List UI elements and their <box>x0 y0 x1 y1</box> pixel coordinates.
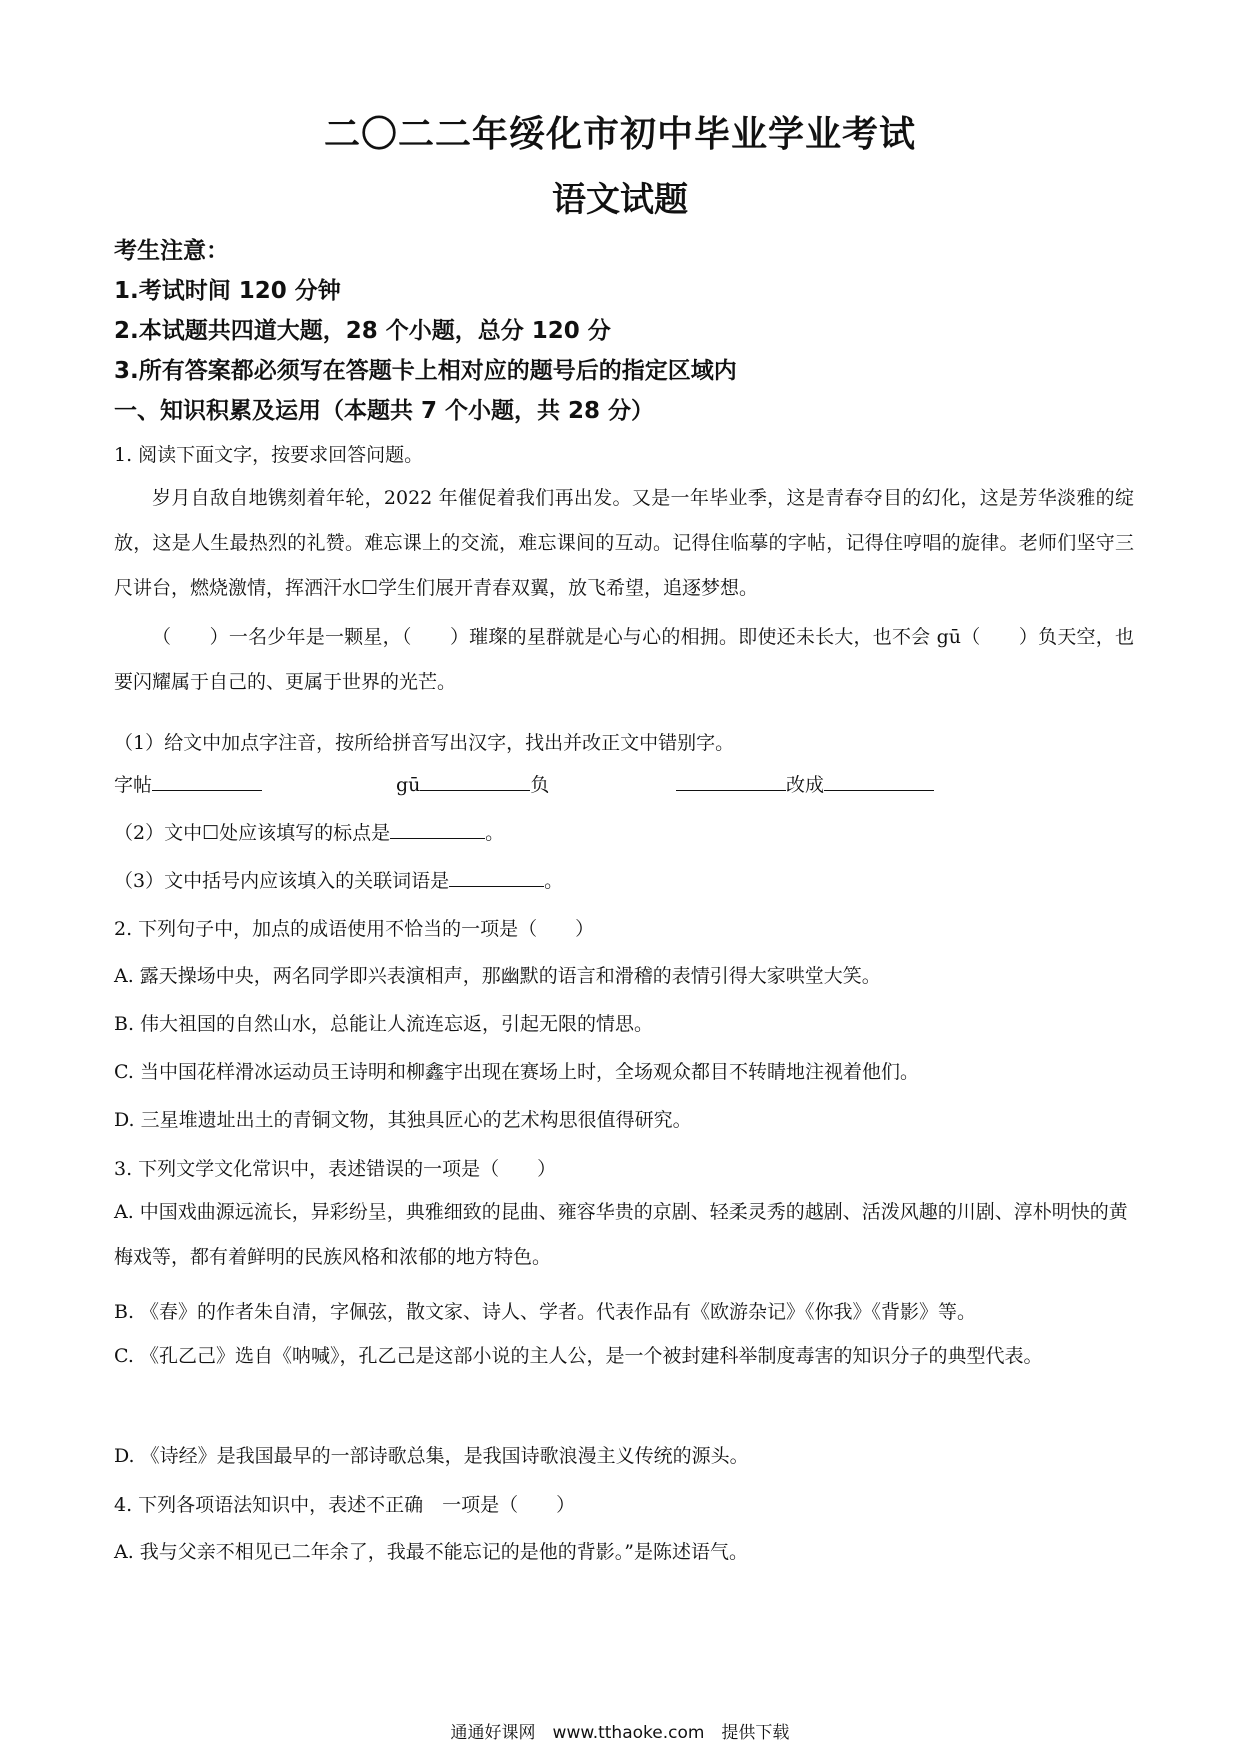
notice-item: 1.考试时间 120 分钟 <box>114 278 341 304</box>
answer-blank[interactable] <box>420 770 530 791</box>
fill-item-zitie <box>114 770 262 797</box>
question-stem: 3. 下列文学文化常识中，表述错误的一项是（ ） <box>114 1158 557 1180</box>
sub-question-text: （3）文中括号内应该填入的关联词语是 <box>114 870 450 892</box>
question-stem: 4. 下列各项语法知识中，表述不正确 一项是（ ） <box>114 1494 576 1516</box>
sub-question-text: 。 <box>544 870 564 892</box>
option-b[interactable]: B. 伟大祖国的自然山水，总能让人流连忘返，引起无限的情思。 <box>114 1013 654 1035</box>
fill-item-correction <box>676 770 934 797</box>
answer-blank[interactable] <box>824 770 934 791</box>
answer-blank[interactable] <box>390 818 485 839</box>
reading-passage <box>114 476 1134 705</box>
answer-blank[interactable] <box>152 770 262 791</box>
sub-question <box>114 866 563 893</box>
fill-item-gu <box>396 770 549 797</box>
option-text: C. 《孔乙己》选自《呐喊》，孔乙己是这部小说的主人公，是一个被封建科举制度毒害的知识分子的典型代表。 <box>114 1345 1043 1367</box>
sub-question-text: 。 <box>485 822 505 844</box>
option-b[interactable]: B. 《春》的作者朱自清，字佩弦，散文家、诗人、学者。代表作品有《欧游杂记》《你我》《背影》等。 <box>114 1301 977 1323</box>
sub-question <box>114 818 504 845</box>
option-a[interactable] <box>114 1190 1134 1280</box>
passage-paragraph: 岁月自敌自地镌刻着年轮，2022 年催促着我们再出发。又是一年毕业季，这是青春夺目的幻化，这是芳华淡雅的绽放，这是人生最热烈的礼赞。难忘课上的交流，难忘课间的互动。记得住临摹的字帖，记得住哼唱的旋律。老师们坚守三尺讲台，燃烧激情，挥洒汗水☐学生们展开青春双翼，放飞希望，追逐梦想。 <box>114 487 1134 599</box>
passage-paragraph: （ ）一名少年是一颗星，（ ）璀璨的星群就是心与心的相拥。即使还未长大，也不会 gū（ ）负天空，也要闪耀属于自己的、更属于世界的光芒。 <box>114 626 1134 693</box>
question-stem: 1. 阅读下面文字，按要求回答问题。 <box>114 444 424 466</box>
answer-blank[interactable] <box>676 770 786 791</box>
sub-question-text: （2）文中☐处应该填写的标点是 <box>114 822 391 844</box>
answer-fill-row <box>114 770 1134 800</box>
option-text: A. 中国戏曲源远流长，异彩纷呈，典雅细致的昆曲、雍容华贵的京剧、轻柔灵秀的越剧、活泼风趣的川剧、淳朴明快的黄梅戏等，都有着鲜明的民族风格和浓郁的地方特色。 <box>114 1201 1128 1268</box>
answer-blank[interactable] <box>449 866 544 887</box>
exam-title: 二〇二二年绥化市初中毕业学业考试 <box>323 114 916 155</box>
sub-question: （1）给文中加点字注音，按所给拼音写出汉字，找出并改正文中错别字。 <box>114 732 735 754</box>
option-a[interactable]: A. 露天操场中央，两名同学即兴表演相声，那幽默的语言和滑稽的表情引得大家哄堂大笑。 <box>114 965 881 987</box>
fill-label: 字帖 <box>114 774 153 796</box>
fill-label: 改成 <box>786 774 825 796</box>
section-heading: 一、知识积累及运用（本题共 7 个小题，共 28 分） <box>114 398 655 424</box>
fill-label: gū <box>396 774 421 796</box>
footer-source: 通通好课网 www.tthaoke.com 提供下载 <box>450 1723 790 1743</box>
option-a[interactable]: A. 我与父亲不相见已二年余了，我最不能忘记的是他的背影。”是陈述语气。 <box>114 1541 749 1563</box>
question-stem: 2. 下列句子中，加点的成语使用不恰当的一项是（ ） <box>114 918 595 940</box>
fill-label: 负 <box>530 774 550 796</box>
option-c[interactable] <box>114 1334 1134 1379</box>
option-d[interactable]: D. 三星堆遗址出土的青铜文物，其独具匠心的艺术构思很值得研究。 <box>114 1109 692 1131</box>
notice-item: 3.所有答案都必须写在答题卡上相对应的题号后的指定区域内 <box>114 358 737 384</box>
notice-item: 2.本试题共四道大题，28 个小题，总分 120 分 <box>114 318 611 344</box>
option-c[interactable]: C. 当中国花样滑冰运动员王诗明和柳鑫宇出现在赛场上时，全场观众都目不转睛地注视着他们。 <box>114 1061 919 1083</box>
exam-subtitle: 语文试题 <box>552 180 688 220</box>
notice-heading: 考生注意： <box>114 238 229 264</box>
option-d[interactable]: D. 《诗经》是我国最早的一部诗歌总集，是我国诗歌浪漫主义传统的源头。 <box>114 1445 749 1467</box>
